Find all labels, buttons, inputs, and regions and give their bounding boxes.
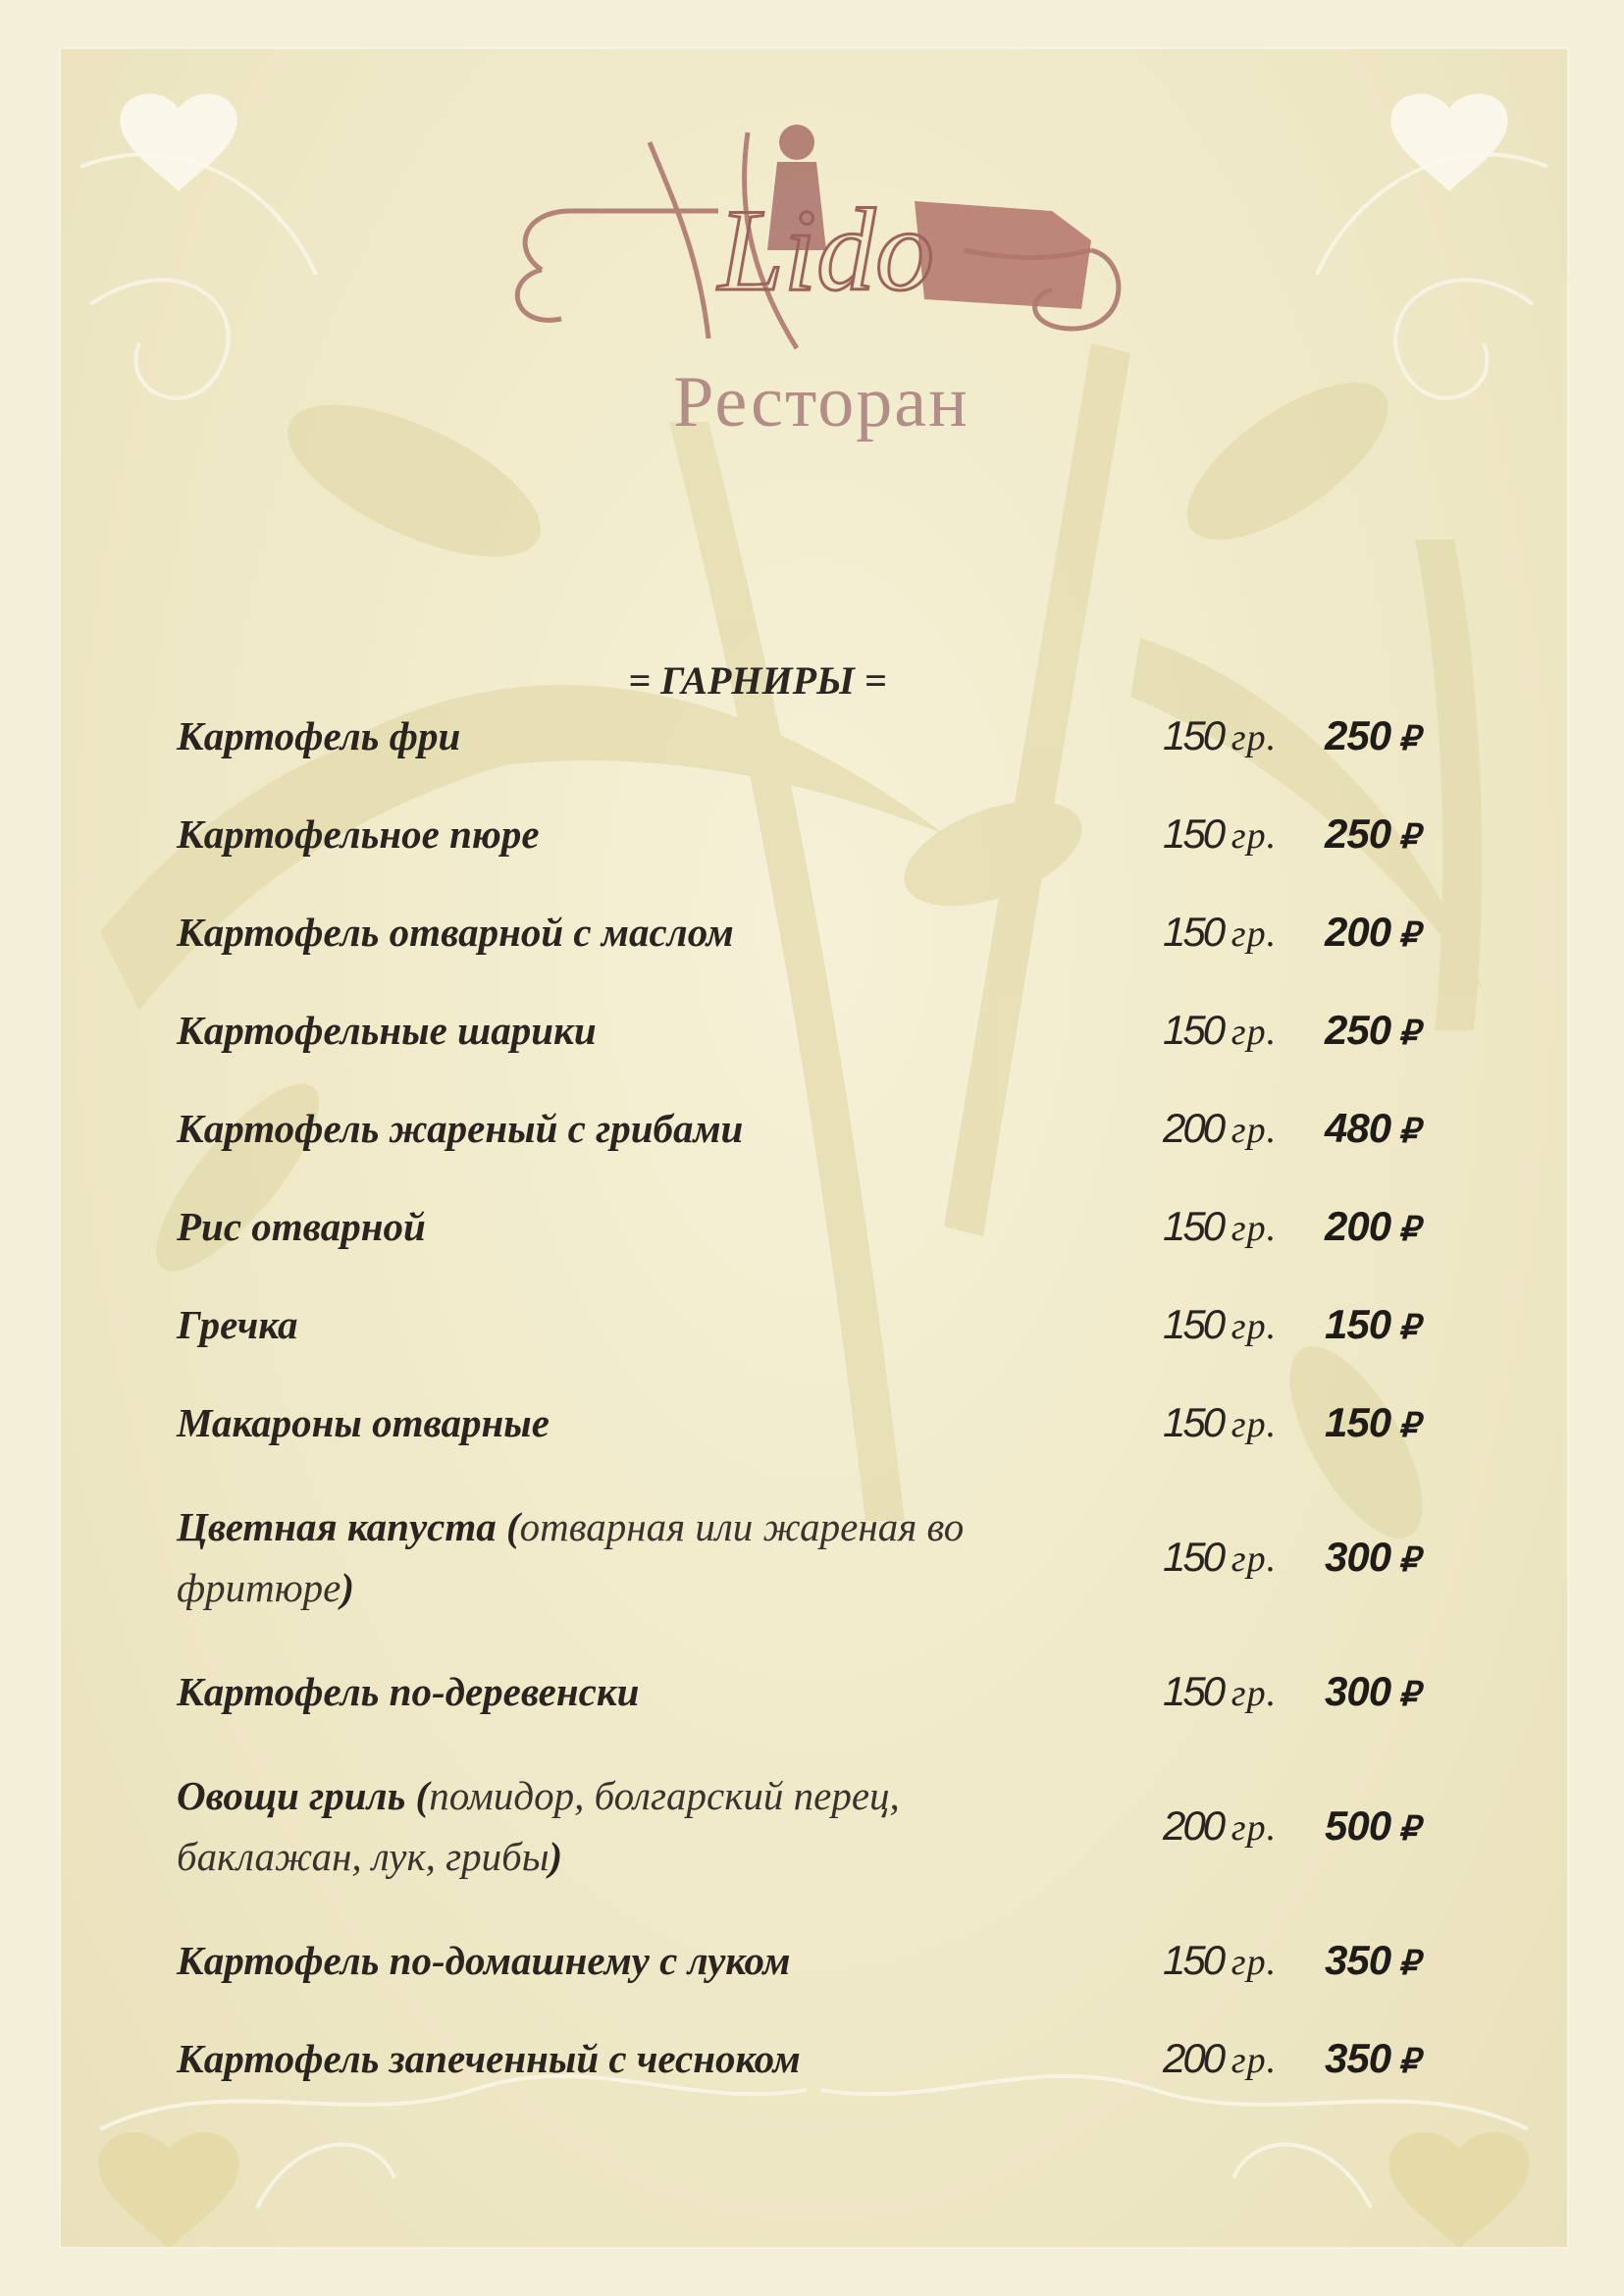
ruble-icon: ₽ bbox=[1398, 1945, 1419, 1982]
price-value: 250 bbox=[1325, 712, 1391, 758]
price-value: 480 bbox=[1325, 1105, 1391, 1151]
menu-item-title-end: ) bbox=[549, 1834, 563, 1879]
menu-item-weight bbox=[1163, 2035, 1300, 2082]
weight-unit: гр. bbox=[1231, 1012, 1278, 1053]
weight-unit: гр. bbox=[1231, 1306, 1278, 1347]
price-value: 300 bbox=[1325, 1534, 1391, 1580]
weight-value: 150 bbox=[1163, 712, 1224, 758]
menu-item-weight bbox=[1163, 1007, 1300, 1054]
menu-item-name bbox=[177, 902, 1030, 963]
menu-item-weight bbox=[1163, 810, 1300, 858]
menu-item-price bbox=[1325, 1301, 1452, 1348]
price-value: 300 bbox=[1325, 1668, 1391, 1714]
menu-item-weight bbox=[1163, 1301, 1300, 1348]
weight-unit: гр. bbox=[1231, 815, 1278, 857]
ruble-icon: ₽ bbox=[1398, 1309, 1419, 1346]
menu-item-weight bbox=[1163, 1203, 1300, 1250]
menu-item bbox=[177, 785, 1472, 883]
ruble-icon: ₽ bbox=[1398, 1113, 1419, 1150]
price-value: 250 bbox=[1325, 810, 1391, 857]
menu-item-title: Картофельные шарики bbox=[177, 1008, 597, 1053]
menu-item-name bbox=[177, 1392, 1030, 1453]
menu-item-price bbox=[1325, 810, 1452, 858]
menu-item-name bbox=[177, 1098, 1030, 1159]
menu-item-name bbox=[177, 705, 1030, 766]
restaurant-subtitle: Ресторан bbox=[673, 362, 969, 443]
price-value: 150 bbox=[1325, 1301, 1391, 1347]
price-value: 200 bbox=[1325, 1203, 1391, 1249]
weight-value: 150 bbox=[1163, 1668, 1224, 1714]
menu-item-title: Картофель по-домашнему с луком bbox=[177, 1938, 791, 1983]
menu-item-price bbox=[1325, 1668, 1452, 1715]
weight-value: 200 bbox=[1163, 1802, 1224, 1849]
menu-item-price bbox=[1325, 1937, 1452, 1984]
weight-value: 150 bbox=[1163, 1203, 1224, 1249]
ruble-icon: ₽ bbox=[1398, 1407, 1419, 1444]
weight-unit: гр. bbox=[1231, 1208, 1278, 1249]
menu-item-title: Картофельное пюре bbox=[177, 811, 540, 857]
menu-item-title: Картофель жареный с грибами bbox=[177, 1106, 744, 1151]
ruble-icon: ₽ bbox=[1398, 1676, 1419, 1713]
lido-logo bbox=[502, 103, 1170, 397]
menu-item bbox=[177, 1911, 1472, 2009]
menu-item-price bbox=[1325, 1203, 1452, 1250]
menu-item-price bbox=[1325, 1802, 1452, 1850]
weight-unit: гр. bbox=[1231, 1807, 1278, 1849]
menu-item-name bbox=[177, 1661, 1030, 1722]
menu-item-name bbox=[177, 804, 1030, 864]
weight-unit: гр. bbox=[1231, 913, 1278, 955]
menu-item-title: Цветная капуста ( bbox=[177, 1504, 520, 1549]
ruble-icon: ₽ bbox=[1398, 818, 1419, 856]
weight-value: 200 bbox=[1163, 2035, 1224, 2081]
menu-item-title: Картофель отварной с маслом bbox=[177, 910, 734, 955]
menu-item-price bbox=[1325, 1399, 1452, 1446]
weight-value: 150 bbox=[1163, 1007, 1224, 1053]
price-value: 350 bbox=[1325, 2035, 1391, 2081]
menu-item-name bbox=[177, 1765, 1030, 1887]
ruble-icon: ₽ bbox=[1398, 1211, 1419, 1248]
menu-item-price bbox=[1325, 909, 1452, 956]
menu-item-weight bbox=[1163, 1534, 1300, 1581]
price-value: 250 bbox=[1325, 1007, 1391, 1053]
menu-item-name bbox=[177, 1196, 1030, 1257]
menu-item-title: Рис отварной bbox=[177, 1204, 426, 1249]
menu-item bbox=[177, 2009, 1472, 2108]
ruble-icon: ₽ bbox=[1398, 1810, 1419, 1848]
menu-item bbox=[177, 883, 1472, 981]
menu-item-price bbox=[1325, 2035, 1452, 2082]
menu-list bbox=[177, 687, 1472, 2108]
menu-item-weight bbox=[1163, 712, 1300, 759]
menu-item-title: Овощи гриль ( bbox=[177, 1773, 430, 1818]
weight-unit: гр. bbox=[1231, 1404, 1278, 1445]
price-value: 150 bbox=[1325, 1399, 1391, 1445]
menu-item bbox=[177, 981, 1472, 1079]
menu-item-name bbox=[177, 1000, 1030, 1061]
ruble-icon: ₽ bbox=[1398, 1015, 1419, 1052]
menu-item bbox=[177, 1276, 1472, 1374]
menu-item-title: Гречка bbox=[177, 1302, 298, 1347]
menu-item bbox=[177, 1374, 1472, 1472]
menu-item-title-end: ) bbox=[341, 1565, 354, 1610]
menu-item-weight bbox=[1163, 1399, 1300, 1446]
menu-item-price bbox=[1325, 1007, 1452, 1054]
weight-value: 150 bbox=[1163, 1399, 1224, 1445]
weight-unit: гр. bbox=[1231, 1673, 1278, 1714]
price-value: 200 bbox=[1325, 909, 1391, 955]
menu-item-title: Картофель запеченный с чесноком bbox=[177, 2036, 801, 2081]
menu-item-title: Макароны отварные bbox=[177, 1400, 550, 1445]
weight-value: 150 bbox=[1163, 1301, 1224, 1347]
menu-item-name bbox=[177, 1294, 1030, 1355]
menu-item-price bbox=[1325, 1105, 1452, 1152]
weight-unit: гр. bbox=[1231, 717, 1278, 758]
svg-text:Lido: Lido bbox=[717, 184, 935, 315]
menu-item-weight bbox=[1163, 1105, 1300, 1152]
section-title: = ГАРНИРЫ = bbox=[628, 658, 887, 703]
price-value: 350 bbox=[1325, 1937, 1391, 1983]
ruble-icon: ₽ bbox=[1398, 1541, 1419, 1579]
menu-item bbox=[177, 1741, 1472, 1911]
menu-item-title: Картофель по-деревенски bbox=[177, 1669, 640, 1714]
menu-item-weight bbox=[1163, 1937, 1300, 1984]
weight-value: 200 bbox=[1163, 1105, 1224, 1151]
weight-unit: гр. bbox=[1231, 1942, 1278, 1983]
menu-item-price bbox=[1325, 1534, 1452, 1581]
weight-value: 150 bbox=[1163, 909, 1224, 955]
ruble-icon: ₽ bbox=[1398, 720, 1419, 757]
menu-item-name bbox=[177, 2028, 1030, 2089]
menu-item bbox=[177, 1643, 1472, 1741]
weight-value: 150 bbox=[1163, 1937, 1224, 1983]
menu-item bbox=[177, 1177, 1472, 1276]
price-value: 500 bbox=[1325, 1802, 1391, 1849]
menu-item-title: Картофель фри bbox=[177, 713, 461, 758]
menu-item-name bbox=[177, 1930, 1030, 1991]
menu-item bbox=[177, 1472, 1472, 1643]
ruble-icon: ₽ bbox=[1398, 2043, 1419, 2080]
menu-item-weight bbox=[1163, 909, 1300, 956]
weight-unit: гр. bbox=[1231, 1110, 1278, 1151]
weight-unit: гр. bbox=[1231, 1539, 1278, 1580]
menu-item-weight bbox=[1163, 1668, 1300, 1715]
menu-item-description: помидор, болгарский перец, баклажан, лук, грибы bbox=[177, 1773, 900, 1879]
weight-value: 150 bbox=[1163, 810, 1224, 857]
menu-item-price bbox=[1325, 712, 1452, 759]
ruble-icon: ₽ bbox=[1398, 916, 1419, 954]
weight-unit: гр. bbox=[1231, 2040, 1278, 2081]
menu-item-weight bbox=[1163, 1802, 1300, 1850]
menu-item-name bbox=[177, 1496, 1030, 1618]
weight-value: 150 bbox=[1163, 1534, 1224, 1580]
menu-item bbox=[177, 687, 1472, 785]
menu-item bbox=[177, 1079, 1472, 1177]
menu-item-description: отварная или жареная во фритюре bbox=[177, 1504, 965, 1610]
